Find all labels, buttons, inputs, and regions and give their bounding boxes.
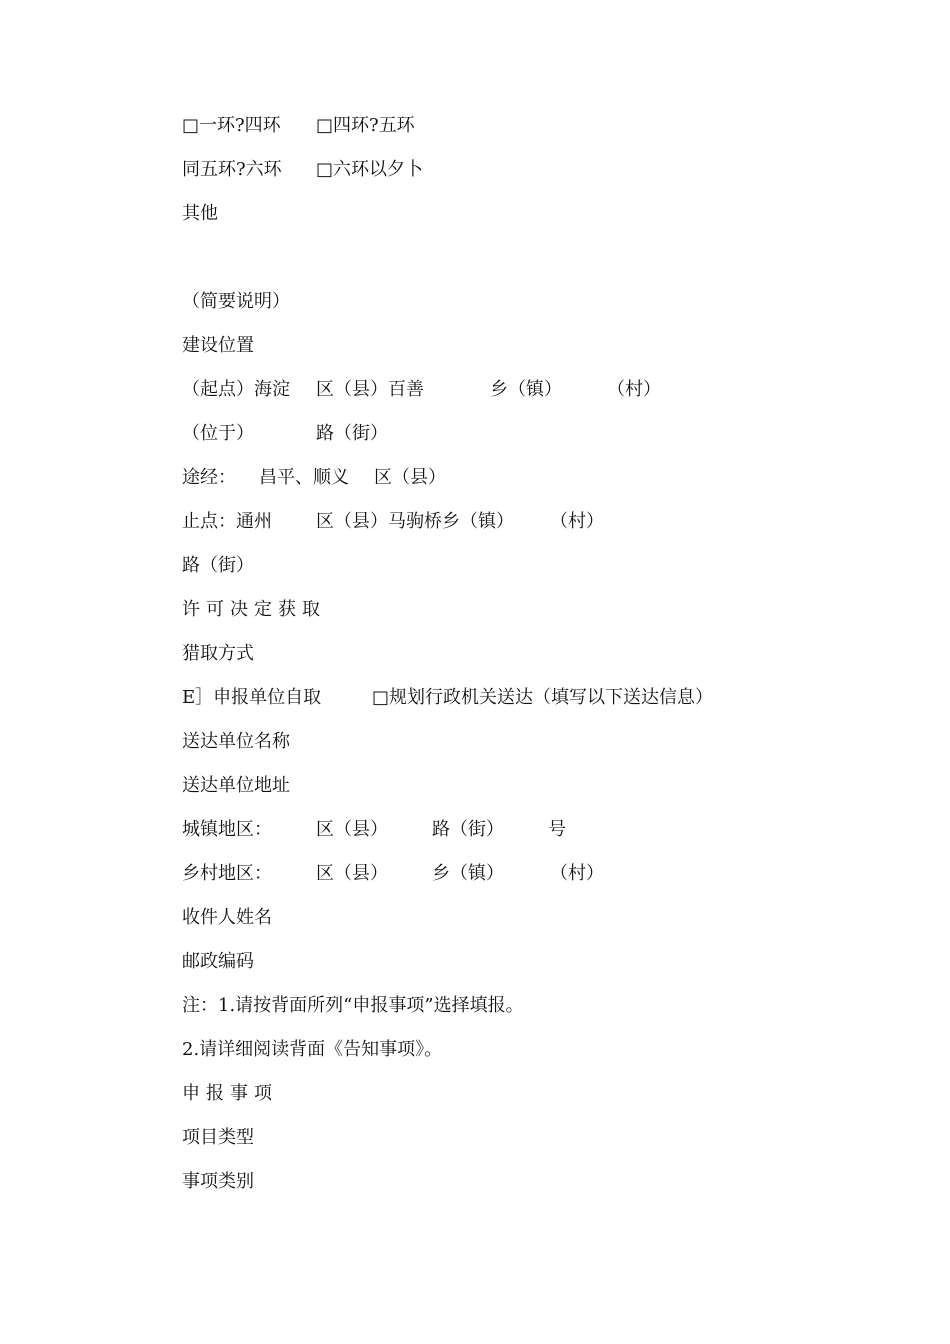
recipient-org-label: 送达单位名称 [182,731,290,752]
start-point-county: 区（县）百善 [316,379,424,400]
option-ring-4-5: □四环?五环 [316,115,415,136]
postal-code-label: 邮政编码 [182,951,254,972]
via-districts: 昌平、顺义 [259,467,349,488]
rural-area-label: 乡村地区： [182,863,272,884]
recipient-name-label: 收件人姓名 [182,907,272,928]
end-point-road: 路（街） [182,555,254,576]
option-agency-delivery: □规划行政机关送达（填写以下送达信息） [372,687,714,708]
via-label: 途经： [182,467,236,488]
rural-village: （村） [550,863,604,884]
project-type-label: 项目类型 [182,1127,254,1148]
item-category-label: 事项类别 [182,1171,254,1192]
end-point-district: 止点：通州 [182,511,272,532]
rural-township: 乡（镇） [432,863,504,884]
start-point-district: （起点）海淀 [182,379,290,400]
located-at-label: （位于） [182,423,254,444]
construction-location-label: 建设位置 [182,335,254,356]
note-1: 注：1.请按背面所列“申报事项”选择填报。 [182,995,524,1016]
start-point-village: （村） [607,379,661,400]
option-other: 其他 [182,203,218,224]
end-point-township: 区（县）马驹桥乡（镇） [316,511,514,532]
obtain-method-label: 猎取方式 [182,643,254,664]
rural-county: 区（县） [316,863,388,884]
urban-road: 路（街） [432,819,504,840]
recipient-address-label: 送达单位地址 [182,775,290,796]
urban-area-label: 城镇地区： [182,819,272,840]
option-outside-ring-6: □六环以夕卜 [316,159,424,180]
urban-number: 号 [548,819,566,840]
application-items-heading: 申报事项 [182,1083,278,1104]
located-at-road: 路（街） [316,423,388,444]
start-point-township: 乡（镇） [490,379,562,400]
via-county: 区（县） [374,467,446,488]
permit-decision-heading: 许可决定获取 [182,599,326,620]
option-ring-5-6: 同五环?六环 [182,159,282,180]
option-ring-1-4: □一环?四环 [182,115,281,136]
brief-note-label: （简要说明） [182,291,290,312]
option-self-pickup: E］申报单位自取 [182,687,322,708]
end-point-village: （村） [550,511,604,532]
note-2: 2.请详细阅读背面《告知事项》。 [182,1039,443,1060]
urban-county: 区（县） [316,819,388,840]
